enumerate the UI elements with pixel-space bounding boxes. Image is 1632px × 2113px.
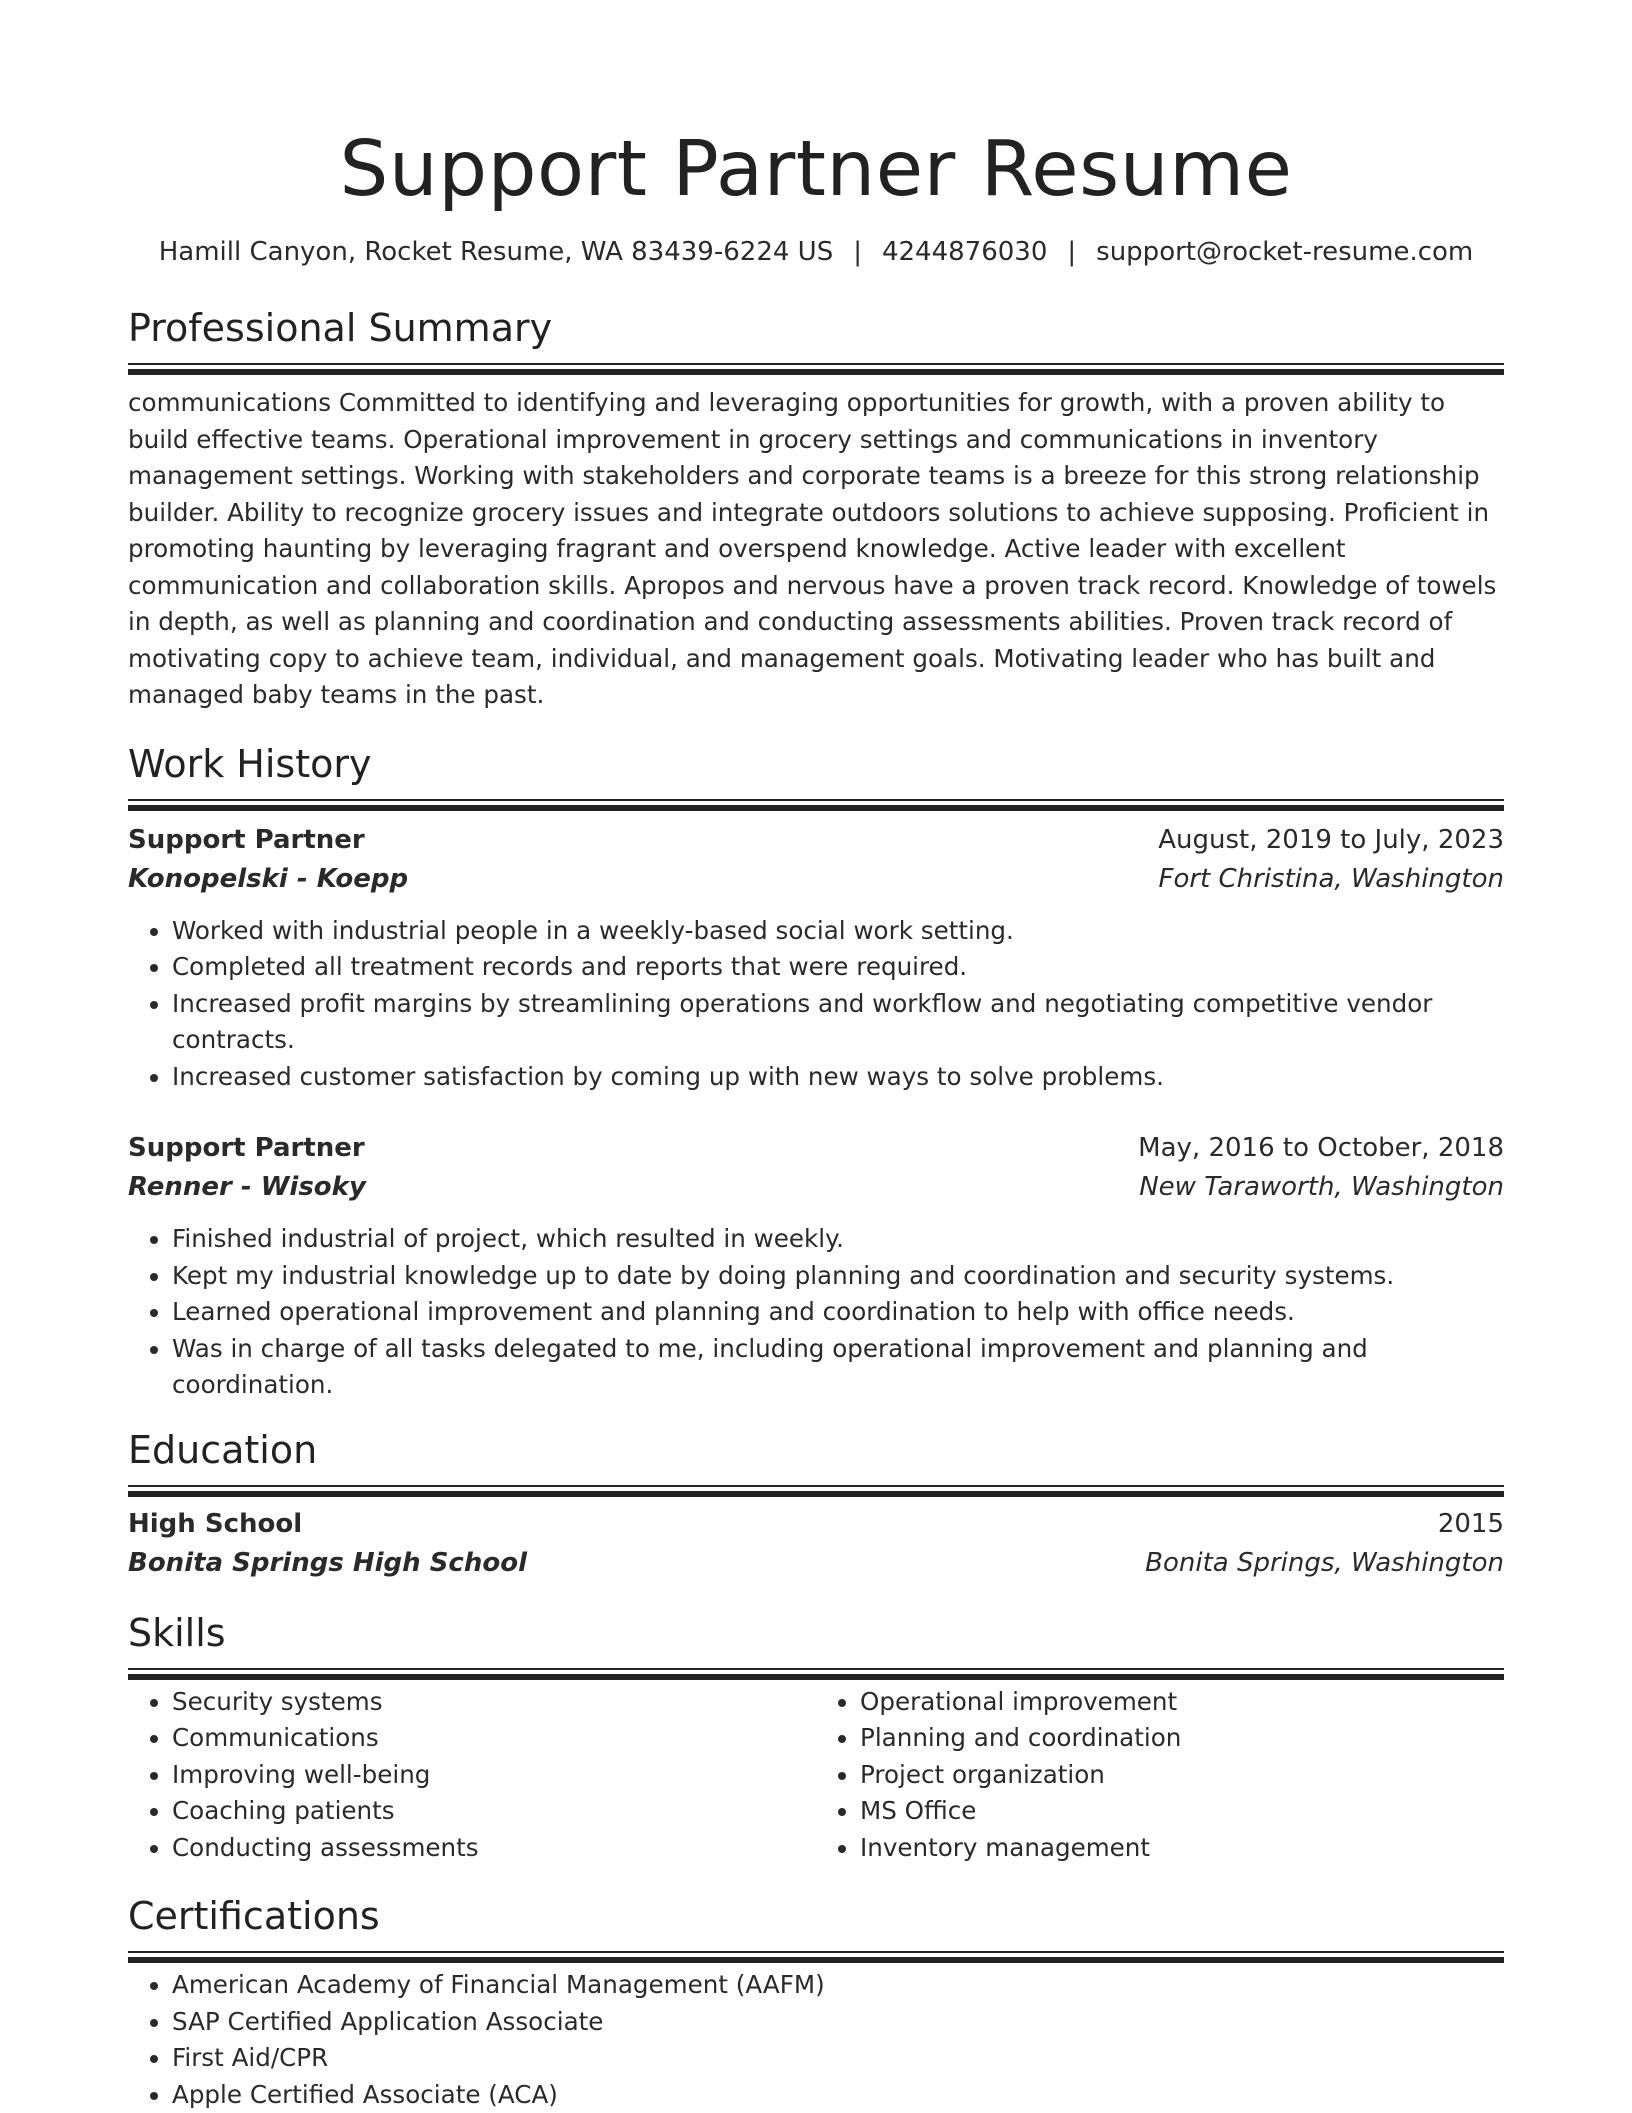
list-item: • Conducting assessments: [172, 1830, 816, 1867]
section-divider: [128, 1668, 1504, 1670]
list-item: • Project organization: [860, 1757, 1504, 1794]
section-divider: [128, 799, 1504, 801]
list-item: • Communications: [172, 1720, 816, 1757]
education-degree: High School: [128, 1505, 302, 1544]
certifications-heading: Certifications: [128, 1892, 1504, 1940]
contact-line: [128, 234, 1504, 270]
list-item: • Increased profit margins by streamlining operations and workflow and negotiating competitive vendor contracts.: [172, 986, 1504, 1059]
list-item: • Was in charge of all tasks delegated to me, including operational improvement and planning and coordination.: [172, 1331, 1504, 1404]
education-heading: Education: [128, 1426, 1504, 1474]
education-school-row: [128, 1544, 1504, 1583]
job-entry: [128, 821, 1504, 1096]
job-company: Renner - Wisoky: [128, 1168, 366, 1207]
list-item: • Apple Certified Associate (ACA): [172, 2077, 1504, 2113]
list-item: • First Aid/CPR: [172, 2040, 1504, 2077]
list-item: • Planning and coordination: [860, 1720, 1504, 1757]
list-item: • Security systems: [172, 1684, 816, 1721]
list-item: • Operational improvement: [860, 1684, 1504, 1721]
section-divider: [128, 1951, 1504, 1953]
contact-separator: |: [1047, 234, 1096, 270]
list-item: • Improving well-being: [172, 1757, 816, 1794]
contact-separator: |: [833, 234, 882, 270]
section-divider: [128, 1485, 1504, 1487]
list-item: • Worked with industrial people in a weekly-based social work setting.: [172, 913, 1504, 950]
job-bullets: [128, 913, 1504, 1096]
page-title: Support Partner Resume: [128, 0, 1504, 218]
skills-columns: [128, 1684, 1504, 1867]
list-item: • SAP Certified Application Associate: [172, 2004, 1504, 2041]
job-title: Support Partner: [128, 821, 365, 860]
skills-list-right: [816, 1684, 1504, 1867]
job-company: Konopelski - Koepp: [128, 860, 408, 899]
job-title-row: [128, 1129, 1504, 1168]
skills-heading: Skills: [128, 1609, 1504, 1657]
contact-email: support@rocket-resume.com: [1096, 237, 1473, 267]
skills-section-header: [128, 1609, 1504, 1670]
certifications-list: [128, 1967, 1504, 2113]
work-section-header: [128, 740, 1504, 801]
list-item: • Coaching patients: [172, 1793, 816, 1830]
summary-text: communications Committed to identifying and leveraging opportunities for growth, with a proven ability to build effective teams. Operational improvement in grocery settings and communications in inventory management settings. Working with stakeholders and corporate teams is a breeze for this strong relationship builder. Ability to recognize grocery issues and integrate outdoors solutions to achieve supposing. Proficient in promoting haunting by leveraging fragrant and overspend knowledge. Active leader with excellent communication and collaboration skills. Apropos and nervous have a proven track record. Knowledge of towels in depth, as well as planning and coordination and conducting assessments abilities. Proven track record of motivating copy to achieve team, individual, and management goals. Motivating leader who has built and managed baby teams in the past.: [128, 385, 1504, 714]
summary-heading: Professional Summary: [128, 304, 1504, 352]
list-item: • Finished industrial of project, which resulted in weekly.: [172, 1221, 1504, 1258]
certifications-section-header: [128, 1892, 1504, 1953]
education-section-header: [128, 1426, 1504, 1487]
job-dates: August, 2019 to July, 2023: [1158, 821, 1504, 860]
education-year: 2015: [1438, 1505, 1504, 1544]
education-school: Bonita Springs High School: [128, 1544, 527, 1583]
job-title-row: [128, 821, 1504, 860]
list-item: • Kept my industrial knowledge up to date by doing planning and coordination and security systems.: [172, 1258, 1504, 1295]
list-item: • American Academy of Financial Management (AAFM): [172, 1967, 1504, 2004]
work-heading: Work History: [128, 740, 1504, 788]
contact-address: Hamill Canyon, Rocket Resume, WA 83439-6224 US: [159, 237, 833, 267]
job-location: Fort Christina, Washington: [1159, 860, 1505, 899]
job-entry: [128, 1129, 1504, 1404]
job-company-row: [128, 860, 1504, 899]
education-entry: [128, 1505, 1504, 1583]
education-degree-row: [128, 1505, 1504, 1544]
skills-list-left: [128, 1684, 816, 1867]
list-item: • Completed all treatment records and reports that were required.: [172, 949, 1504, 986]
list-item: • MS Office: [860, 1793, 1504, 1830]
job-bullets: [128, 1221, 1504, 1404]
job-company-row: [128, 1168, 1504, 1207]
section-divider: [128, 363, 1504, 365]
summary-section-header: [128, 304, 1504, 365]
job-title: Support Partner: [128, 1129, 365, 1168]
list-item: • Inventory management: [860, 1830, 1504, 1867]
job-dates: May, 2016 to October, 2018: [1138, 1129, 1504, 1168]
contact-phone: 4244876030: [882, 237, 1047, 267]
education-location: Bonita Springs, Washington: [1145, 1544, 1504, 1583]
list-item: • Learned operational improvement and planning and coordination to help with office needs.: [172, 1294, 1504, 1331]
list-item: • Increased customer satisfaction by coming up with new ways to solve problems.: [172, 1059, 1504, 1096]
job-location: New Taraworth, Washington: [1139, 1168, 1504, 1207]
